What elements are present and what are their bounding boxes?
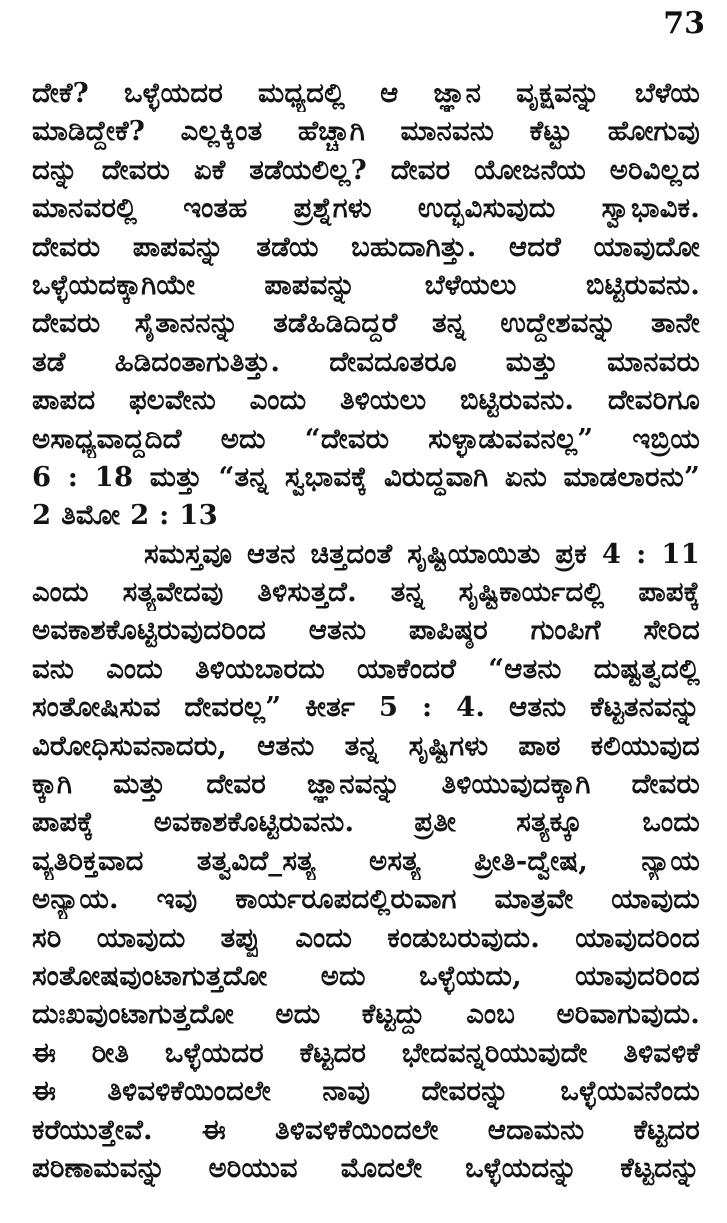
paragraph-2 [32,535,700,1188]
text-line: ದೇವರು ಪಾಪವನ್ನು ತಡೆಯ ಬಹುದಾಗಿತ್ತು. ಆದರೆ ಯಾವುದೋ [32,230,700,263]
text-line: ವನು ಎಂದು ತಿಳಿಯಬಾರದು ಯಾಕೆಂದರೆ “ಆತನು ದುಷ್ಟತ್ವದಲ್ಲಿ [32,652,700,685]
text-line: 6 : 18 ಮತ್ತು “ತನ್ನ ಸ್ವಭಾವಕ್ಕೆ ವಿರುದ್ಧವಾಗಿ ಏನು ಮಾಡಲಾರನು” [32,460,700,493]
text-line: ಪಾಪಕ್ಕೆ ಅವಕಾಶಕೊಟ್ಟಿರುವನು. ಪ್ರತೀ ಸತ್ಯಕ್ಕೂ ಒಂದು [32,806,700,839]
text-line: ಅವಕಾಶಕೊಟ್ಟಿರುವುದರಿಂದ ಆತನು ಪಾಪಿಷ್ಠರ ಗುಂಪಿಗೆ ಸೇರಿದ [32,614,700,647]
body-text [32,74,700,1187]
text-line: ಸಂತೋಷಿಸುವ ದೇವರಲ್ಲ” ಕೀರ್ತ 5 : 4. ಆತನು ಕೆಟ್ಟತನವನ್ನು [32,691,700,724]
text-line: ಈ ರೀತಿ ಒಳ್ಳೆಯದರ ಕೆಟ್ಟದರ ಭೇದವನ್ನರಿಯುವುದೇ ತಿಳಿವಳಿಕೆ [32,1036,700,1069]
text-line: ಸಮಸ್ತವೂ ಆತನ ಚಿತ್ತದಂತೆ ಸೃಷ್ಟಿಯಾಯಿತು ಪ್ರಕ 4 : 11 [144,537,700,570]
text-line: ಈ ತಿಳಿವಳಿಕೆಯಿಂದಲೇ ನಾವು ದೇವರನ್ನು ಒಳ್ಳೆಯವನೆಂದು [32,1075,700,1108]
text-line: ಪರಿಣಾಮವನ್ನು ಅರಿಯುವ ಮೊದಲೇ ಒಳ್ಳೆಯದನ್ನು ಕೆಟ್ಟದನ್ನು [32,1151,700,1184]
text-line: ಕ್ಕಾಗಿ ಮತ್ತು ದೇವರ ಜ್ಞಾನವನ್ನು ತಿಳಿಯುವುದಕ್ಕಾಗಿ ದೇವರು [32,768,700,801]
text-line: ಅಸಾಧ್ಯವಾದ್ದದಿದೆ ಅದು “ದೇವರು ಸುಳ್ಳಾಡುವವನಲ್ಲ” ಇಬ್ರಿಯ [32,422,700,455]
text-line: ಮಾನವರಲ್ಲಿ ಇಂತಹ ಪ್ರಶ್ನೆಗಳು ಉದ್ಭವಿಸುವುದು ಸ್ವಾಭಾವಿಕ. [32,192,700,225]
text-line: ದೇಕೆ? ಒಳ್ಳೆಯದರ ಮಧ್ಯದಲ್ಲಿ ಆ ಜ್ಞಾನ ವೃಕ್ಷವನ್ನು ಬೆಳೆಯ [32,77,700,109]
paragraph-1 [32,74,700,535]
page-number: 73 [663,6,705,41]
text-line: ದೇವರು ಸೈತಾನನನ್ನು ತಡೆಹಿಡಿದಿದ್ದರೆ ತನ್ನ ಉದ್ದೇಶವನ್ನು ತಾನೇ [32,307,700,340]
text-line: ವ್ಯತಿರಿಕ್ತವಾದ ತತ್ವವಿದೆ_ಸತ್ಯ ಅಸತ್ಯ ಪ್ರೀತಿ-ದ್ವೇಷ, ನ್ಯಾಯ [32,844,700,877]
text-line: ದುಃಖವುಂಟಾಗುತ್ತದೋ ಅದು ಕೆಟ್ಟದ್ದು ಎಂಬ ಅರಿವಾಗುವುದು. [32,998,700,1031]
text-line: ಕರೆಯುತ್ತೇವೆ. ಈ ತಿಳಿವಳಿಕೆಯಿಂದಲೇ ಆದಾಮನು ಕೆಟ್ಟದರ [32,1113,700,1146]
text-line: ಅನ್ಯಾಯ. ಇವು ಕಾರ್ಯರೂಪದಲ್ಲಿರುವಾಗ ಮಾತ್ರವೇ ಯಾವುದು [32,883,700,916]
text-line: ಮಾಡಿದ್ದೇಕೆ? ಎಲ್ಲಕ್ಕಿಂತ ಹೆಚ್ಚಾಗಿ ಮಾನವನು ಕೆಟ್ಟು ಹೋಗುವು [32,115,700,148]
text-line: ಸರಿ ಯಾವುದು ತಪ್ಪು ಎಂದು ಕಂಡುಬರುವುದು. ಯಾವುದರಿಂದ [32,921,700,954]
text-line: ತಡೆ ಹಿಡಿದಂತಾಗುತಿತ್ತು. ದೇವದೂತರೂ ಮತ್ತು ಮಾನವರು [32,345,700,378]
text-line: ಎಂದು ಸತ್ಯವೇದವು ತಿಳಿಸುತ್ತದೆ. ತನ್ನ ಸೃಷ್ಟಿಕಾರ್ಯದಲ್ಲಿ ಪಾಪಕ್ಕೆ [32,576,700,609]
text-line: ಸಂತೋಷವುಂಟಾಗುತ್ತದೋ ಅದು ಒಳ್ಳೆಯದು, ಯಾವುದರಿಂದ [32,959,700,992]
text-line: ದನ್ನು ದೇವರು ಏಕೆ ತಡೆಯಲಿಲ್ಲ? ದೇವರ ಯೋಜನೆಯ ಅರಿವಿಲ್ಲದ [32,153,700,186]
text-line: ವಿರೋಧಿಸುವನಾದರು, ಆತನು ತನ್ನ ಸೃಷ್ಟಿಗಳು ಪಾಠ ಕಲಿಯುವುದ [32,729,700,762]
text-line: ಒಳ್ಳೆಯದಕ್ಕಾಗಿಯೇ ಪಾಪವನ್ನು ಬೆಳೆಯಲು ಬಿಟ್ಟಿರುವನು. [32,268,700,301]
text-line: ಪಾಪದ ಫಲವೇನು ಎಂದು ತಿಳಿಯಲು ಬಿಟ್ಟಿರುವನು. ದೇವರಿಗೂ [32,384,700,417]
text-line: 2 ತಿಮೋ 2 : 13 [32,499,218,532]
